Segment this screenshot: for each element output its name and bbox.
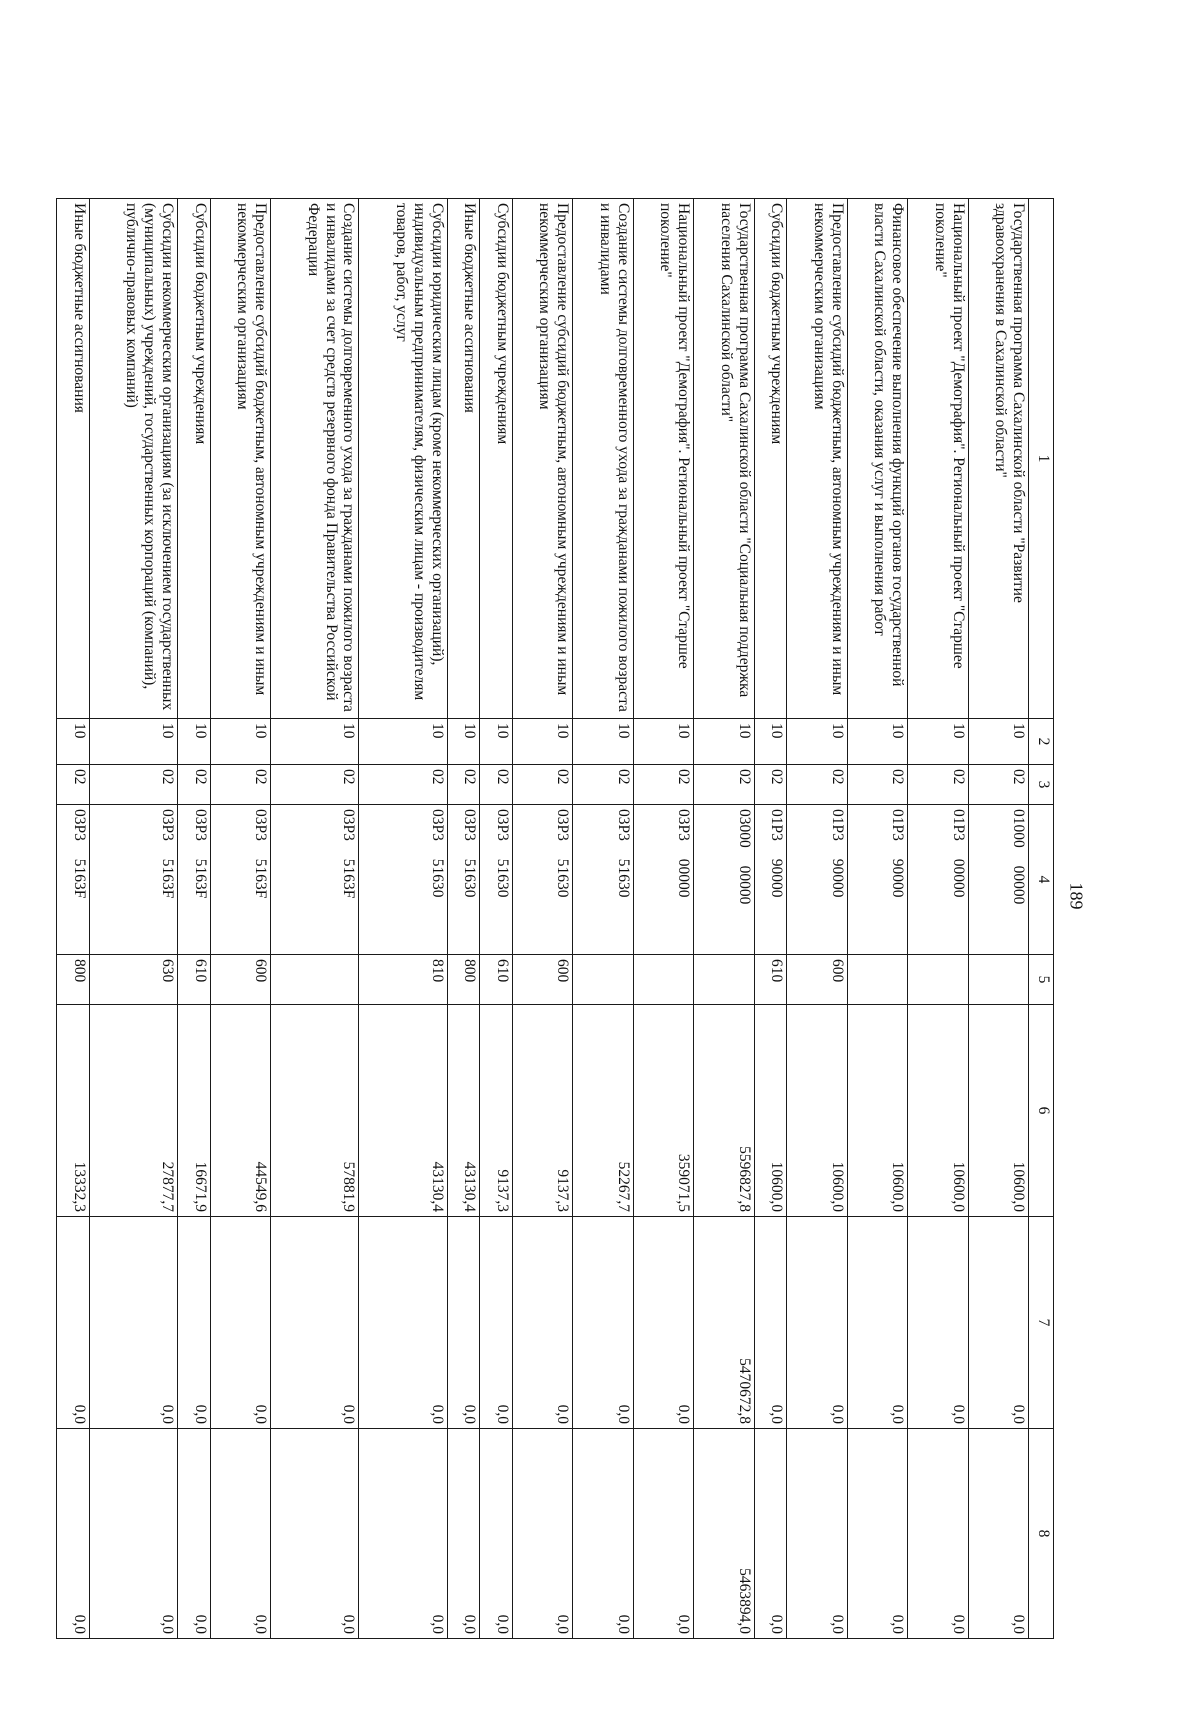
subsection-code-cell: 02: [57, 765, 90, 805]
expense-type-cell: [271, 955, 359, 1005]
amount-col7-cell: 0,0: [271, 1217, 359, 1429]
row-name-cell: Государственная программа Сахалинской области "Развитие здравоохранения в Сахалинской области": [968, 199, 1028, 719]
amount-col6-cell: 10600,0: [787, 1005, 847, 1217]
target-article-cell: 03000 00000: [694, 805, 754, 955]
table-row: [968, 199, 1028, 1639]
table-row: [573, 199, 633, 1639]
table-row: [480, 199, 513, 1639]
subsection-code-cell: 02: [480, 765, 513, 805]
section-code-cell: 10: [447, 719, 480, 765]
header-cell: 7: [1029, 1217, 1054, 1429]
amount-col7-cell: 0,0: [908, 1217, 968, 1429]
amount-col7-cell: 0,0: [512, 1217, 572, 1429]
row-name-cell: Иные бюджетные ассигнования: [57, 199, 90, 719]
amount-col6-cell: 10600,0: [847, 1005, 907, 1217]
table-row: [178, 199, 211, 1639]
row-name-cell: Иные бюджетные ассигнования: [447, 199, 480, 719]
table-row: [847, 199, 907, 1639]
amount-col8-cell: 0,0: [754, 1429, 787, 1639]
header-cell: 3: [1029, 765, 1054, 805]
table-row: [694, 199, 754, 1639]
expense-type-cell: 800: [57, 955, 90, 1005]
row-name-cell: Предоставление субсидий бюджетным, автономным учреждениям и иным некоммерческим организациям: [512, 199, 572, 719]
row-name-cell: Субсидии юридическим лицам (кроме некоммерческих организаций), индивидуальным предпринимателям, физическим лицам - производителям товаров, работ, услуг: [359, 199, 447, 719]
amount-col7-cell: 0,0: [57, 1217, 90, 1429]
expense-type-cell: 610: [754, 955, 787, 1005]
target-article-cell: 03Р3 51630: [447, 805, 480, 955]
row-name-cell: Финансовое обеспечение выполнения функций органов государственной власти Сахалинской области, оказания услуг и выполнения работ: [847, 199, 907, 719]
expense-type-cell: [908, 955, 968, 1005]
amount-col6-cell: 9137,3: [512, 1005, 572, 1217]
subsection-code-cell: 02: [968, 765, 1028, 805]
subsection-code-cell: 02: [908, 765, 968, 805]
row-name-cell: Субсидии некоммерческим организациям (за исключением государственных (муниципальных) учреждений, государственных корпораций (компаний), публично-правовых компаний): [89, 199, 177, 719]
section-code-cell: 10: [271, 719, 359, 765]
table-row: [359, 199, 447, 1639]
target-article-cell: 03Р3 5163F: [178, 805, 211, 955]
subsection-code-cell: 02: [694, 765, 754, 805]
amount-col8-cell: 0,0: [968, 1429, 1028, 1639]
expense-type-cell: 630: [89, 955, 177, 1005]
subsection-code-cell: 02: [787, 765, 847, 805]
target-article-cell: 01Р3 90000: [847, 805, 907, 955]
table-body: [57, 199, 1054, 1639]
amount-col6-cell: 52267,7: [573, 1005, 633, 1217]
expense-type-cell: 610: [178, 955, 211, 1005]
amount-col7-cell: 0,0: [178, 1217, 211, 1429]
table-row: [633, 199, 693, 1639]
section-code-cell: 10: [89, 719, 177, 765]
subsection-code-cell: 02: [271, 765, 359, 805]
target-article-cell: 03Р3 5163F: [271, 805, 359, 955]
amount-col7-cell: 0,0: [847, 1217, 907, 1429]
header-cell: 4: [1029, 805, 1054, 955]
amount-col7-cell: 0,0: [573, 1217, 633, 1429]
amount-col6-cell: 9137,3: [480, 1005, 513, 1217]
section-code-cell: 10: [512, 719, 572, 765]
table-row: [210, 199, 270, 1639]
target-article-cell: 03Р3 51630: [512, 805, 572, 955]
amount-col7-cell: 0,0: [480, 1217, 513, 1429]
amount-col6-cell: 43130,4: [447, 1005, 480, 1217]
section-code-cell: 10: [178, 719, 211, 765]
amount-col7-cell: 0,0: [210, 1217, 270, 1429]
row-name-cell: Государственная программа Сахалинской области "Социальная поддержка населения Сахалинской области": [694, 199, 754, 719]
header-row: [1029, 199, 1054, 1639]
amount-col6-cell: 16671,9: [178, 1005, 211, 1217]
subsection-code-cell: 02: [754, 765, 787, 805]
amount-col7-cell: 0,0: [447, 1217, 480, 1429]
amount-col6-cell: 5596827,8: [694, 1005, 754, 1217]
section-code-cell: 10: [633, 719, 693, 765]
expense-type-cell: [694, 955, 754, 1005]
row-name-cell: Предоставление субсидий бюджетным, автономным учреждениям и иным некоммерческим организациям: [787, 199, 847, 719]
amount-col6-cell: 10600,0: [908, 1005, 968, 1217]
amount-col8-cell: 0,0: [210, 1429, 270, 1639]
target-article-cell: 03Р3 51630: [573, 805, 633, 955]
amount-col8-cell: 0,0: [480, 1429, 513, 1639]
row-name-cell: Создание системы долговременного ухода за гражданами пожилого возраста и инвалидами за счет средств резервного фонда Правительства Российской Федерации: [271, 199, 359, 719]
amount-col6-cell: 13332,3: [57, 1005, 90, 1217]
subsection-code-cell: 02: [573, 765, 633, 805]
subsection-code-cell: 02: [447, 765, 480, 805]
amount-col8-cell: 0,0: [178, 1429, 211, 1639]
target-article-cell: 03Р3 00000: [633, 805, 693, 955]
header-cell: 6: [1029, 1005, 1054, 1217]
amount-col7-cell: 0,0: [754, 1217, 787, 1429]
table-row: [89, 199, 177, 1639]
amount-col8-cell: 0,0: [847, 1429, 907, 1639]
subsection-code-cell: 02: [847, 765, 907, 805]
amount-col8-cell: 0,0: [271, 1429, 359, 1639]
expense-type-cell: 600: [787, 955, 847, 1005]
amount-col8-cell: 0,0: [57, 1429, 90, 1639]
expense-type-cell: [633, 955, 693, 1005]
section-code-cell: 10: [57, 719, 90, 765]
target-article-cell: 01Р3 90000: [754, 805, 787, 955]
expense-type-cell: [847, 955, 907, 1005]
subsection-code-cell: 02: [89, 765, 177, 805]
subsection-code-cell: 02: [178, 765, 211, 805]
header-cell: 2: [1029, 719, 1054, 765]
amount-col8-cell: 0,0: [512, 1429, 572, 1639]
amount-col6-cell: 27877,7: [89, 1005, 177, 1217]
amount-col8-cell: 0,0: [573, 1429, 633, 1639]
amount-col6-cell: 10600,0: [968, 1005, 1028, 1217]
amount-col8-cell: 0,0: [787, 1429, 847, 1639]
table-row: [787, 199, 847, 1639]
table-row: [271, 199, 359, 1639]
amount-col7-cell: 0,0: [89, 1217, 177, 1429]
subsection-code-cell: 02: [359, 765, 447, 805]
target-article-cell: 03Р3 51630: [480, 805, 513, 955]
page-number: 189: [1066, 882, 1087, 910]
row-name-cell: Создание системы долговременного ухода за гражданами пожилого возраста и инвалидами: [573, 199, 633, 719]
expense-type-cell: 600: [210, 955, 270, 1005]
amount-col6-cell: 359071,5: [633, 1005, 693, 1217]
section-code-cell: 10: [359, 719, 447, 765]
expense-type-cell: [573, 955, 633, 1005]
amount-col8-cell: 0,0: [89, 1429, 177, 1639]
row-name-cell: Предоставление субсидий бюджетным, автономным учреждениям и иным некоммерческим организациям: [210, 199, 270, 719]
section-code-cell: 10: [908, 719, 968, 765]
amount-col6-cell: 57881,9: [271, 1005, 359, 1217]
section-code-cell: 10: [480, 719, 513, 765]
header-cell: 5: [1029, 955, 1054, 1005]
target-article-cell: 01Р3 90000: [787, 805, 847, 955]
amount-col6-cell: 44549,6: [210, 1005, 270, 1217]
section-code-cell: 10: [754, 719, 787, 765]
rotated-table-container: [56, 198, 1054, 1638]
section-code-cell: 10: [573, 719, 633, 765]
expense-type-cell: 610: [480, 955, 513, 1005]
target-article-cell: 03Р3 5163F: [210, 805, 270, 955]
amount-col7-cell: 0,0: [359, 1217, 447, 1429]
target-article-cell: 03Р3 51630: [359, 805, 447, 955]
table-row: [447, 199, 480, 1639]
row-name-cell: Субсидии бюджетным учреждениям: [178, 199, 211, 719]
row-name-cell: Субсидии бюджетным учреждениям: [754, 199, 787, 719]
row-name-cell: Субсидии бюджетным учреждениям: [480, 199, 513, 719]
amount-col7-cell: 5470672,8: [694, 1217, 754, 1429]
expense-type-cell: [968, 955, 1028, 1005]
amount-col6-cell: 10600,0: [754, 1005, 787, 1217]
expense-type-cell: 600: [512, 955, 572, 1005]
table-row: [57, 199, 90, 1639]
header-cell: 8: [1029, 1429, 1054, 1639]
amount-col8-cell: 5463894,0: [694, 1429, 754, 1639]
amount-col8-cell: 0,0: [359, 1429, 447, 1639]
table-row: [908, 199, 968, 1639]
target-article-cell: 03Р3 5163F: [89, 805, 177, 955]
expense-type-cell: 800: [447, 955, 480, 1005]
amount-col8-cell: 0,0: [908, 1429, 968, 1639]
amount-col8-cell: 0,0: [633, 1429, 693, 1639]
target-article-cell: 01000 00000: [968, 805, 1028, 955]
row-name-cell: Национальный проект "Демография". Региональный проект "Старшее поколение": [908, 199, 968, 719]
amount-col7-cell: 0,0: [968, 1217, 1028, 1429]
table-row: [512, 199, 572, 1639]
section-code-cell: 10: [694, 719, 754, 765]
section-code-cell: 10: [968, 719, 1028, 765]
amount-col7-cell: 0,0: [633, 1217, 693, 1429]
table-row: [754, 199, 787, 1639]
amount-col6-cell: 43130,4: [359, 1005, 447, 1217]
section-code-cell: 10: [847, 719, 907, 765]
section-code-cell: 10: [210, 719, 270, 765]
target-article-cell: 03Р3 5163F: [57, 805, 90, 955]
amount-col8-cell: 0,0: [447, 1429, 480, 1639]
budget-table: [56, 198, 1054, 1639]
subsection-code-cell: 02: [512, 765, 572, 805]
target-article-cell: 01Р3 00000: [908, 805, 968, 955]
row-name-cell: Национальный проект "Демография". Региональный проект "Старшее поколение": [633, 199, 693, 719]
section-code-cell: 10: [787, 719, 847, 765]
subsection-code-cell: 02: [210, 765, 270, 805]
header-cell: 1: [1029, 199, 1054, 719]
subsection-code-cell: 02: [633, 765, 693, 805]
expense-type-cell: 810: [359, 955, 447, 1005]
amount-col7-cell: 0,0: [787, 1217, 847, 1429]
